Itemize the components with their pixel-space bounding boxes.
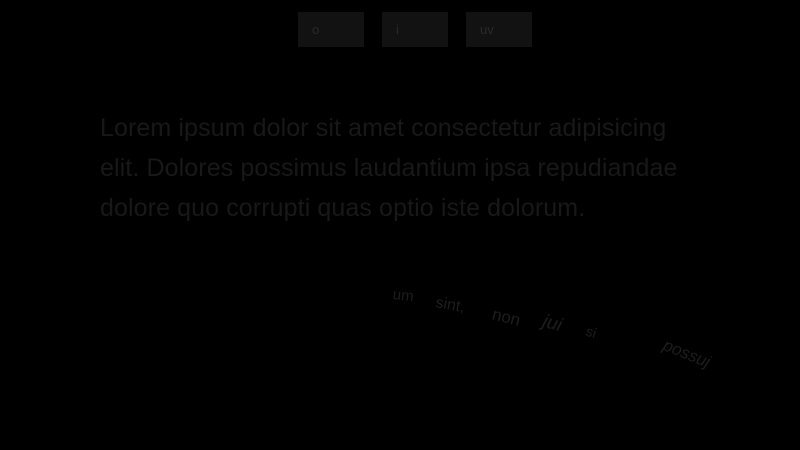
curved-text-word: non [490,304,523,330]
curved-text-word: sint, [434,294,467,317]
body-paragraph: Lorem ipsum dolor sit amet consectetur adipisicing elit. Dolores possimus laudantium ipsa repudiandae dolore quo corrupti quas optio iste dolorum. [100,114,678,222]
tool-button-i[interactable]: i [382,12,448,47]
curved-text-word: jui [540,310,565,337]
curved-text [392,278,714,372]
curved-text-word: si [584,322,599,342]
curved-text-word: um [392,286,415,306]
toolbar [298,12,532,47]
tool-button-o[interactable]: o [298,12,364,47]
curved-text-word: possuj [660,335,714,372]
tool-button-uv[interactable]: uv [466,12,532,47]
